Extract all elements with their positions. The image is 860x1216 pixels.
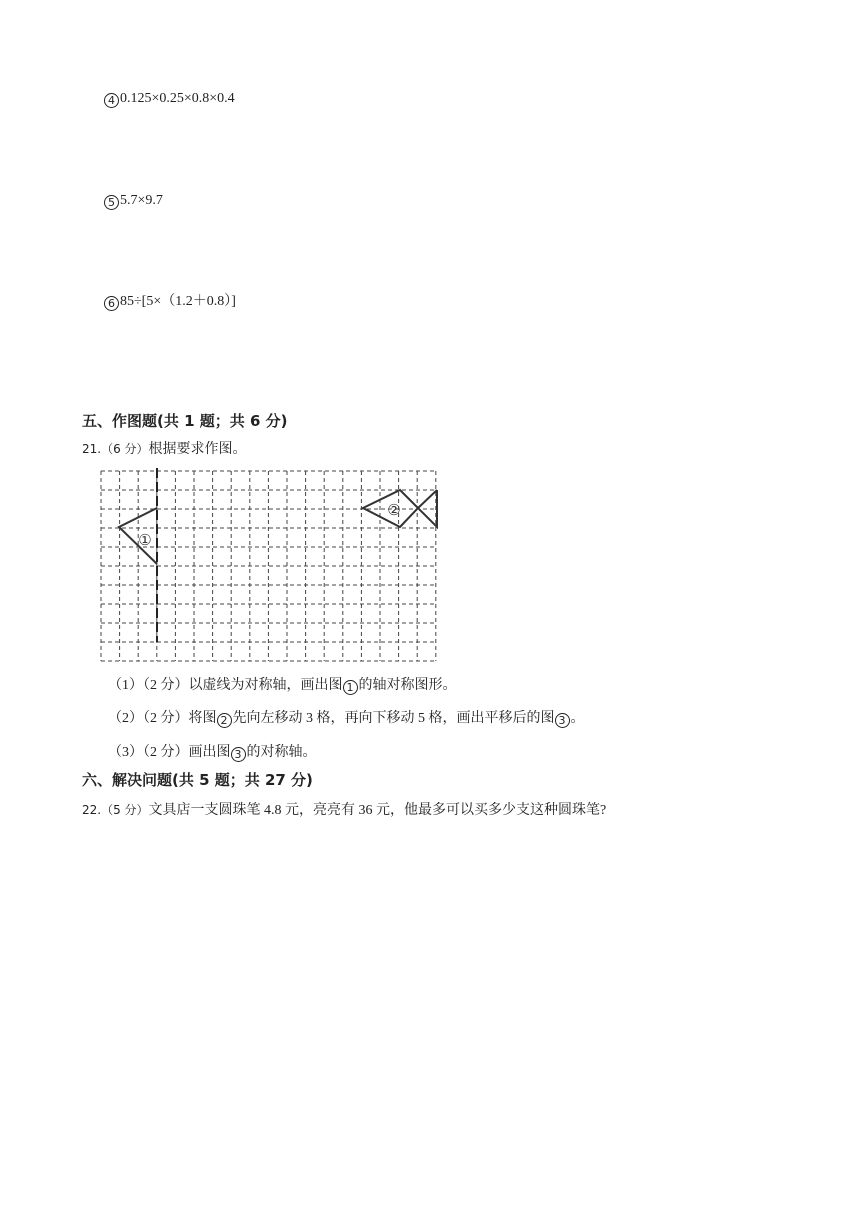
expression-text: 85÷[5×（1.2＋0.8）] bbox=[120, 294, 236, 309]
circled-number: 5 bbox=[104, 195, 119, 210]
sub-text: 先向左移动 3 格，再向下移动 5 格，画出平移后的图 bbox=[232, 711, 555, 726]
expression-4 bbox=[104, 90, 235, 108]
section-5-heading: 五、作图题(共 1 题；共 6 分) bbox=[82, 412, 288, 430]
expression-6 bbox=[104, 293, 236, 311]
sub-question-2 bbox=[108, 710, 585, 728]
sub-text: 的对称轴。 bbox=[246, 745, 317, 760]
expression-text: 0.125×0.25×0.8×0.4 bbox=[120, 91, 235, 106]
shape-2-label: ② bbox=[387, 501, 401, 519]
shape-1-label: ① bbox=[138, 531, 152, 549]
expression-5 bbox=[104, 192, 163, 210]
sub-text: （1）（2 分）以虚线为对称轴，画出图 bbox=[108, 678, 343, 693]
section-6-heading: 六、解决问题(共 5 题；共 27 分) bbox=[82, 771, 313, 789]
sub-text: （3）（2 分）画出图 bbox=[108, 745, 231, 760]
circled-number: 6 bbox=[104, 296, 119, 311]
question-22 bbox=[82, 801, 606, 820]
dashed-grid bbox=[101, 471, 436, 661]
sub-text: 。 bbox=[570, 711, 585, 726]
circled-number: 2 bbox=[217, 713, 232, 728]
grid-figure bbox=[98, 468, 442, 664]
question-number: 22.（5 分） bbox=[82, 803, 149, 817]
circled-number: 4 bbox=[104, 93, 119, 108]
question-number: 21.（6 分） bbox=[82, 442, 149, 456]
sub-question-1 bbox=[108, 677, 457, 695]
question-21 bbox=[82, 440, 247, 459]
sub-question-3 bbox=[108, 744, 317, 762]
circled-number: 1 bbox=[343, 680, 358, 695]
expression-text: 5.7×9.7 bbox=[120, 193, 163, 208]
circled-number: 3 bbox=[555, 713, 570, 728]
sub-text: 的轴对称图形。 bbox=[358, 678, 457, 693]
circled-number: 3 bbox=[231, 747, 246, 762]
question-text: 文具店一支圆珠笔 4.8 元，亮亮有 36 元，他最多可以买多少支这种圆珠笔? bbox=[148, 803, 607, 818]
sub-text: （2）（2 分）将图 bbox=[108, 711, 217, 726]
shape-2-fish-tail bbox=[418, 490, 437, 527]
question-text: 根据要求作图。 bbox=[148, 442, 247, 457]
